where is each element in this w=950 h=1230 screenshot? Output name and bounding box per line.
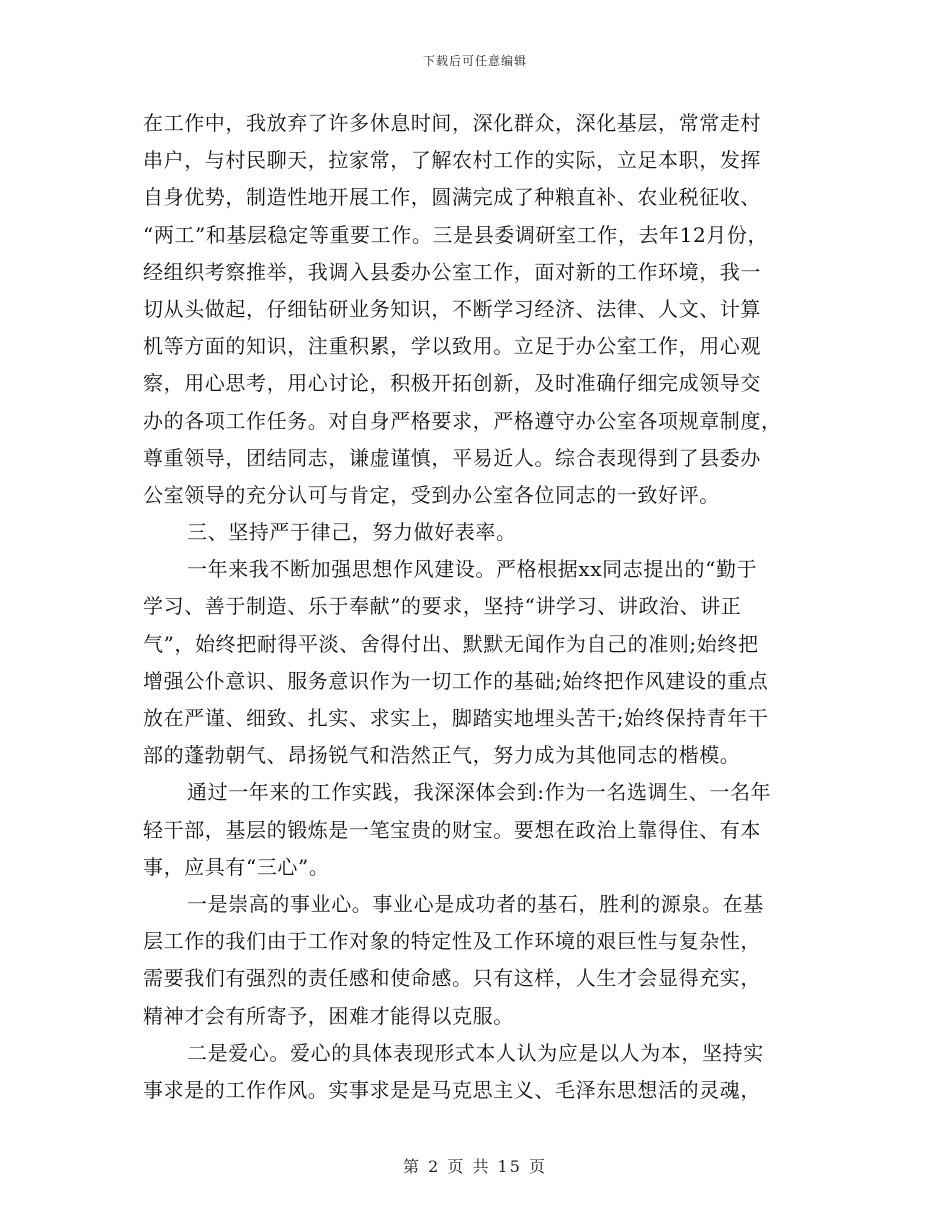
footer-total-pages: 15 [497, 1157, 522, 1176]
text-line: 机等方面的知识，注重积累，学以致用。立足于办公室工作，用心观 [143, 334, 761, 359]
text-line: 公室领导的充分认可与肯定，受到办公室各位同志的一致好评。 [143, 482, 720, 507]
text-line: 尊重领导，团结同志，谦虚谨慎，平易近人。综合表现得到了县委办 [143, 445, 761, 470]
text-line: 串户，与村民聊天，拉家常，了解农村工作的实际，立足本职，发挥 [143, 148, 761, 173]
text-line: 精神才会有所寄予，困难才能得以克服。 [143, 1003, 514, 1028]
page-footer [0, 1154, 950, 1177]
text-line: 通过一年来的工作实践，我深深体会到:作为一名选调生、一名年 [187, 780, 772, 805]
text-line: 放在严谨、细致、扎实、求实上，脚踏实地埋头苦干;始终保持青年干 [143, 706, 769, 730]
text-line: 需要我们有强烈的责任感和使命感。只有这样，人生才会显得充实， [143, 966, 761, 991]
text-line: 层工作的我们由于工作对象的特定性及工作环境的艰巨性与复杂性， [143, 929, 761, 954]
text-line: 经组织考察推举，我调入县委办公室工作，面对新的工作环境，我一 [143, 259, 761, 284]
text-line: 三、坚持严于律己，努力做好表率。 [187, 520, 517, 545]
document-body [143, 105, 811, 1109]
text-line: 在工作中，我放弃了许多休息时间，深化群众，深化基层，常常走村 [143, 111, 761, 135]
text-line: 部的蓬勃朝气、昂扬锐气和浩然正气，努力成为其他同志的楷模。 [143, 743, 741, 768]
text-line: 一是崇高的事业心。事业心是成功者的基石，胜利的源泉。在基 [187, 891, 764, 916]
text-line: “两工”和基层稳定等重要工作。三是县委调研室工作，去年12月份， [143, 222, 769, 247]
text-line: 增强公仆意识、服务意识作为一切工作的基础;始终把作风建设的重点 [143, 668, 769, 693]
text-line: 学习、善于制造、乐于奉献”的要求，坚持“讲学习、讲政治、讲正 [143, 594, 742, 619]
text-line: 一年来我不断加强思想作风建设。严格根据xx同志提出的“勤于 [187, 557, 758, 582]
text-line: 轻干部，基层的锻炼是一笔宝贵的财宝。要想在政治上靠得住、有本 [143, 817, 761, 842]
text-line: 事，应具有“三心”。 [143, 854, 330, 879]
footer-suffix: 页 [529, 1157, 548, 1176]
text-line: 切从头做起，仔细钻研业务知识，不断学习经济、法律、人文、计算 [143, 296, 761, 321]
text-line: 二是爱心。爱心的具体表现形式本人认为应是以人为本，坚持实 [187, 1040, 764, 1065]
footer-page-number: 2 [428, 1157, 441, 1176]
text-line: 察，用心思考，用心讨论，积极开拓创新，及时准确仔细完成领导交 [143, 371, 761, 396]
text-line: 气”，始终把耐得平淡、舍得付出、默默无闻作为自己的准则;始终把 [143, 631, 759, 656]
footer-prefix: 第 [402, 1157, 421, 1176]
text-line: 自身优势，制造性地开展工作，圆满完成了种粮直补、农业税征收、 [143, 185, 761, 210]
page-header-note: 下载后可任意编辑 [422, 54, 527, 68]
text-line: 事求是的工作作风。实事求是是马克思主义、毛泽东思想活的灵魂， [143, 1077, 761, 1102]
footer-middle: 页 共 [447, 1157, 491, 1176]
text-line: 办的各项工作任务。对自身严格要求，严格遵守办公室各项规章制度， [143, 408, 782, 433]
